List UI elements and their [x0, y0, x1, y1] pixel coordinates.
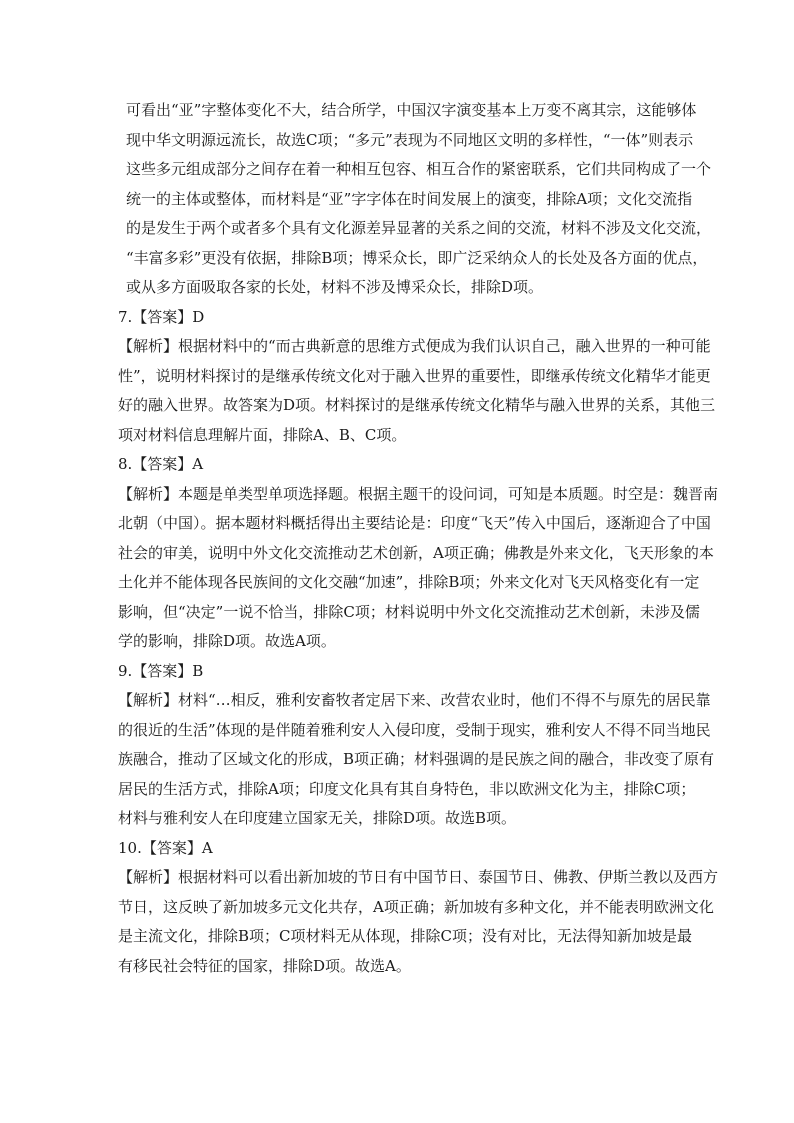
- q9-block: [118, 657, 715, 834]
- text-line: 好的融入世界。故答案为D项。材料探讨的是继承传统文化精华与融入世界的关系，其他三: [118, 396, 716, 414]
- text-line: 的是发生于两个或者多个具有文化源差异显著的关系之间的交流，材料不涉及文化交流，: [126, 219, 712, 237]
- text-line: 现中华文明源远流长，故选C项；“多元”表现为不同地区文明的多样性，“一体”则表示: [126, 130, 694, 149]
- text-line: 【解析】根据材料中的“而古典新意的思维方式便成为我们认识自己，融入世界的一种可能: [118, 337, 711, 355]
- text-line: 可看出“亚”字整体变化不大，结合所学，中国汉字演变基本上万变不离其宗，这能够体: [126, 101, 697, 119]
- text-line: 【解析】根据材料可以看出新加坡的节日有中国节日、泰国节日、佛教、伊斯兰教以及西方: [118, 868, 719, 886]
- text-line: 统一的主体或整体，而材料是“亚”字字体在时间发展上的演变，排除A项；文化交流指: [126, 189, 693, 208]
- text-line: 北朝（中国）。据本题材料概括得出主要结论是：印度“飞天”传入中国后，逐渐迎合了中国: [118, 514, 711, 532]
- q8-answer: 8.【答案】A: [118, 455, 204, 473]
- text-line: 土化并不能体现各民族间的文化交融“加速”，排除B项；外来文化对飞天风格变化有一定: [118, 573, 700, 591]
- text-line: “丰富多彩”更没有依据，排除B项；博采众长，即广泛采纳众人的长处及各方面的优点，: [126, 248, 708, 267]
- answer-key-page: [118, 96, 719, 981]
- text-line: 学的影响，排除D项。故选A项。: [118, 632, 336, 650]
- q10-answer: 10.【答案】A: [118, 838, 213, 857]
- q7-answer: 7.【答案】D: [118, 307, 205, 326]
- q8-block: [118, 450, 719, 657]
- q9-answer: 9.【答案】B: [118, 661, 204, 680]
- text-line: 的很近的生活”体现的是伴随着雅利安人入侵印度，受制于现实，雅利安人不得不同当地民: [118, 720, 711, 739]
- text-line: 居民的生活方式，排除A项；印度文化具有其自身特色，非以欧洲文化为主，排除C项；: [118, 779, 696, 798]
- text-line: 社会的审美，说明中外文化交流推动艺术创新，A项正确；佛教是外来文化，飞天形象的本: [118, 543, 714, 562]
- q7-block: [118, 303, 716, 451]
- text-line: 材料与雅利安人在印度建立国家无关，排除D项。故选B项。: [118, 809, 517, 827]
- text-line: 是主流文化，排除B项；C项材料无从体现，排除C项；没有对比，无法得知新加坡是最: [118, 927, 692, 945]
- text-line: 影响，但“决定”一说不恰当，排除C项；材料说明中外文化交流推动艺术创新，未涉及儒: [118, 602, 700, 621]
- text-line: 【解析】本题是单类型单项选择题。根据主题干的设问词，可知是本质题。时空是：魏晋南: [118, 484, 719, 503]
- text-line: 性”，说明材料探讨的是继承传统文化对于融入世界的重要性，即继承传统文化精华才能更: [118, 366, 711, 385]
- text-line: 【解析】材料“…相反，雅利安畜牧者定居下来、改营农业时，他们不得不与原先的居民靠: [118, 691, 711, 709]
- q10-block: [118, 834, 719, 982]
- text-line: 或从多方面吸取各家的长处，材料不涉及博采众长，排除D项。: [126, 278, 544, 296]
- text-line: 节日，这反映了新加坡多元文化共存，A项正确；新加坡有多种文化，并不能表明欧洲文化: [118, 897, 714, 916]
- text-line: 有移民社会特征的国家，排除D项。故选A。: [118, 956, 411, 975]
- text-line: 族融合，推动了区域文化的形成，B项正确；材料强调的是民族之间的融合，非改变了原有: [118, 750, 715, 768]
- text-line: 项对材料信息理解片面，排除A、B、C项。: [118, 425, 407, 444]
- text-line: 这些多元组成部分之间存在着一种相互包容、相互合作的紧密联系，它们共同构成了一个: [126, 160, 712, 178]
- q6-analysis-continued: [118, 96, 712, 303]
